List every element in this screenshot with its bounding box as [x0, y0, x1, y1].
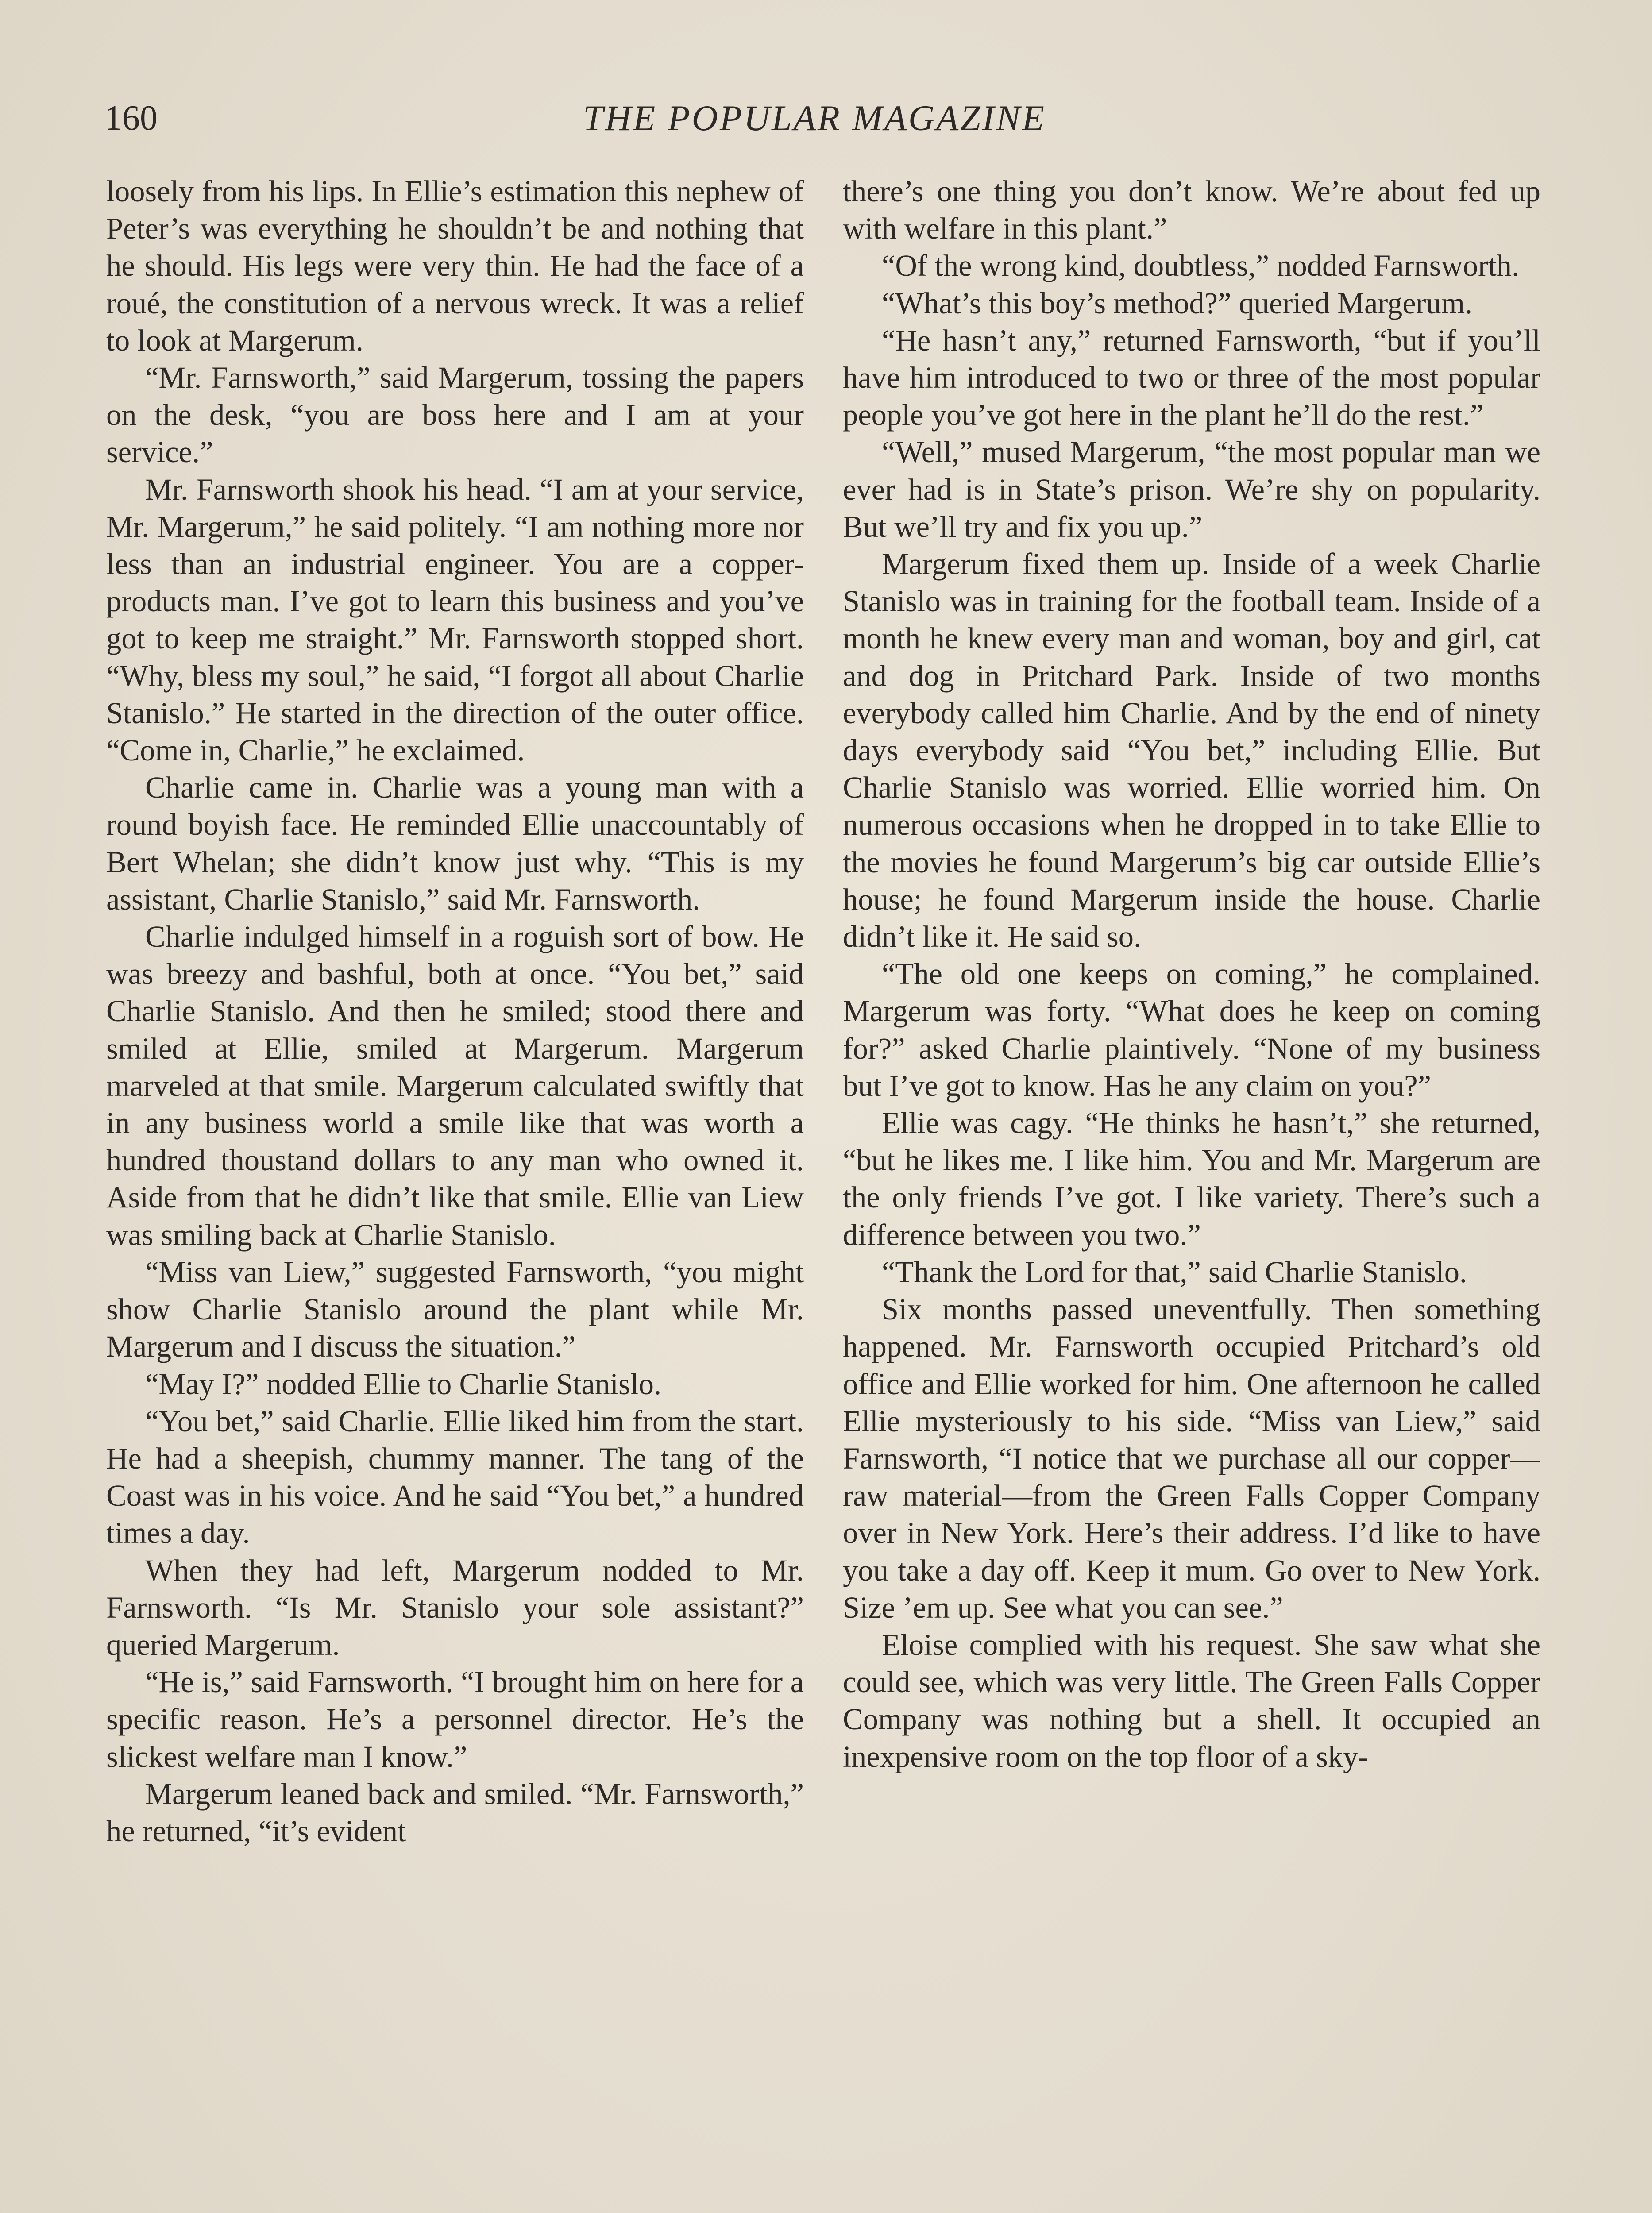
- paragraph: Ellie was cagy. “He thinks he hasn’t,” she returned, “but he likes me. I like him. You and Mr. Margerum are the only friends I’ve got. I like variety. There’s such a difference between you two.”: [843, 1106, 1540, 1252]
- paragraph: “Mr. Farnsworth,” said Margerum, tossing the papers on the desk, “you are boss here and I am at your service.”: [106, 361, 804, 469]
- paragraph: “Thank the Lord for that,” said Charlie Stanislo.: [882, 1255, 1467, 1289]
- paragraph: “He is,” said Farnsworth. “I brought him on here for a specific reason. He’s a personnel director. He’s the slickest welfare man I know.”: [106, 1665, 804, 1773]
- paragraph: Charlie came in. Charlie was a young man with a round boyish face. He reminded Ellie unaccountably of Bert Whelan; she didn’t know just why. “This is my assistant, Charlie Stanislo,” said Mr. Farnsworth.: [106, 771, 804, 916]
- left-column: [106, 173, 804, 2213]
- paragraph: there’s one thing you don’t know. We’re about fed up with welfare in this plant.”: [843, 174, 1540, 246]
- paragraph: Six months passed uneventfully. Then something happened. Mr. Farnsworth occupied Pritchard’s old office and Ellie worked for him. One afternoon he called Ellie mysteriously to his side. “Miss van Liew,” said Farnsworth, “I notice that we purchase all our copper—raw material—from the Green Falls Copper Company over in New York. Here’s their address. I’d like to have you take a day off. Keep it mum. Go over to New York. Size ’em up. See what you can see.”: [843, 1292, 1540, 1624]
- right-column: [843, 173, 1540, 2213]
- paragraph: “What’s this boy’s method?” queried Margerum.: [882, 286, 1473, 320]
- paragraph: “Miss van Liew,” suggested Farnsworth, “you might show Charlie Stanislo around the plant while Mr. Margerum and I discuss the situation.”: [106, 1255, 804, 1364]
- paragraph: Margerum fixed them up. Inside of a week Charlie Stanislo was in training for the football team. Inside of a month he knew every man and woman, boy and girl, cat and dog in Pritchard Park. Inside of two months everybody called him Charlie. And by the end of ninety days everybody said “You bet,” including Ellie. But Charlie Stanislo was worried. Ellie worried him. On numerous occasions when he dropped in to take Ellie to the movies he found Margerum’s big car outside Ellie’s house; he found Margerum inside the house. Charlie didn’t like it. He said so.: [843, 547, 1540, 954]
- paragraph: Charlie indulged himself in a roguish sort of bow. He was breezy and bashful, both at once. “You bet,” said Charlie Stanislo. And then he smiled; stood there and smiled at Ellie, smiled at Margerum. Margerum marveled at that smile. Margerum calculated swiftly that in any business world a smile like that was worth a hundred thoustand dollars to any man who owned it. Aside from that he didn’t like that smile. Ellie van Liew was smiling back at Charlie Stanislo.: [106, 920, 804, 1252]
- paragraph: “Well,” mused Margerum, “the most popular man we ever had is in State’s prison. We’re shy on popularity. But we’ll try and fix you up.”: [843, 435, 1540, 544]
- paragraph: loosely from his lips. In Ellie’s estimation this nephew of Peter’s was everything he shouldn’t be and nothing that he should. His legs were very thin. He had the face of a roué, the constitution of a nervous wreck. It was a relief to look at Margerum.: [106, 174, 804, 357]
- paragraph: “You bet,” said Charlie. Ellie liked him from the start. He had a sheepish, chummy manner. The tang of the Coast was in his voice. And he said “You bet,” a hundred times a day.: [106, 1404, 804, 1550]
- paragraph: “May I?” nodded Ellie to Charlie Stanislo.: [145, 1367, 662, 1401]
- page-number: 160: [104, 99, 158, 138]
- running-head: THE POPULAR MAGAZINE: [583, 98, 1046, 138]
- paragraph: Eloise complied with his request. She saw what she could see, which was very little. The Green Falls Copper Company was nothing but a shell. It occupied an inexpensive room on the top floor of a sky-: [843, 1627, 1540, 1773]
- paragraph: “He hasn’t any,” returned Farnsworth, “but if you’ll have him introduced to two or three of the most popular people you’ve got here in the plant he’ll do the rest.”: [843, 323, 1540, 432]
- paragraph: “Of the wrong kind, doubtless,” nodded Farnsworth.: [882, 249, 1520, 283]
- paragraph: When they had left, Margerum nodded to Mr. Farnsworth. “Is Mr. Stanislo your sole assistant?” queried Margerum.: [106, 1553, 804, 1662]
- paragraph: Mr. Farnsworth shook his head. “I am at your service, Mr. Margerum,” he said politely. “I am nothing more nor less than an industrial engineer. You are a copper-products man. I’ve got to learn this business and you’ve got to keep me straight.” Mr. Farnsworth stopped short. “Why, bless my soul,” he said, “I forgot all about Charlie Stanislo.” He started in the direction of the outer office. “Come in, Charlie,” he exclaimed.: [106, 472, 804, 767]
- paragraph: Margerum leaned back and smiled. “Mr. Farnsworth,” he returned, “it’s evident: [106, 1777, 804, 1848]
- paragraph: “The old one keeps on coming,” he complained. Margerum was forty. “What does he keep on coming for?” asked Charlie plaintively. “None of my business but I’ve got to know. Has he any claim on you?”: [843, 957, 1540, 1103]
